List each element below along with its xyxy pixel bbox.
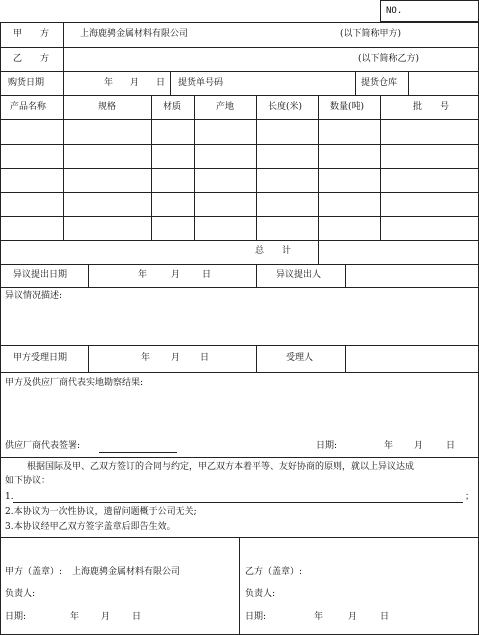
vline: [63, 22, 64, 71]
hline: [0, 240, 479, 241]
party-b-label: 乙 方: [13, 54, 50, 64]
vline: [256, 264, 257, 287]
col-header-material: 材质: [163, 102, 182, 112]
purchase-month: 月: [130, 78, 140, 88]
purchase-year: 年: [104, 78, 114, 88]
col-header-product: 产品名称: [10, 102, 47, 112]
hline: [0, 457, 479, 458]
party-a-seal-company: 上海鹿骋金属材料有限公司: [72, 567, 181, 577]
vline: [345, 345, 346, 372]
objection-month: 月: [171, 270, 181, 280]
vline: [318, 95, 319, 264]
hline: [0, 372, 479, 373]
party-b-year: 年: [314, 612, 324, 622]
acceptance-person-label: 受理人: [286, 353, 314, 363]
agreement-item-1-line[interactable]: [13, 502, 463, 503]
survey-result-input[interactable]: [5, 393, 473, 433]
party-b-month: 月: [348, 612, 358, 622]
hline: [0, 95, 479, 96]
acceptance-day: 日: [200, 353, 210, 363]
vline: [63, 95, 64, 240]
objection-year: 年: [138, 270, 148, 280]
party-a-month: 月: [101, 612, 111, 622]
party-b-date-label: 日期:: [245, 612, 267, 622]
vline: [256, 345, 257, 372]
survey-day: 日: [446, 441, 456, 451]
warehouse-label: 提货仓库: [361, 78, 398, 88]
vline: [380, 95, 381, 240]
hline: [0, 47, 479, 48]
party-a-company: 上海鹿骋金属材料有限公司: [80, 29, 189, 39]
vline: [355, 71, 356, 95]
acceptance-person-input[interactable]: [350, 349, 474, 369]
agreement-item-2: 2.本协议为一次性协议，遗留问题概于公司无关;: [5, 507, 197, 517]
survey-month: 月: [414, 441, 424, 451]
party-a-year: 年: [70, 612, 80, 622]
party-a-day: 日: [132, 612, 142, 622]
hline: [0, 345, 479, 346]
col-header-origin: 产地: [216, 102, 235, 112]
party-a-responsible-label: 负责人:: [5, 589, 36, 599]
purchase-day: 日: [156, 78, 166, 88]
vline: [408, 71, 409, 95]
vline: [63, 71, 64, 95]
party-a-note: (以下简称甲方): [340, 29, 402, 39]
hline: [0, 192, 479, 193]
acceptance-month: 月: [171, 353, 181, 363]
supplier-signature-label: 供应厂商代表签署:: [5, 441, 81, 451]
objection-desc-label: 异议情况描述:: [5, 291, 63, 301]
acceptance-date-label: 甲方受理日期: [13, 353, 68, 363]
supplier-signature-line[interactable]: [99, 452, 177, 453]
col-header-quantity: 数量(吨): [330, 102, 365, 112]
vline: [88, 345, 89, 372]
vline: [256, 95, 257, 240]
party-a-label: 甲 方: [13, 29, 50, 39]
objection-day: 日: [202, 270, 212, 280]
total-label: 总 计: [255, 246, 292, 256]
objection-person-label: 异议提出人: [276, 270, 322, 280]
agreement-item-1-prefix: 1.: [5, 492, 14, 502]
agreement-intro-cont: 如下协议：: [5, 476, 51, 486]
objection-desc-input[interactable]: [5, 305, 473, 341]
objection-person-input[interactable]: [350, 267, 474, 285]
party-b-day: 日: [380, 612, 390, 622]
acceptance-year: 年: [141, 353, 151, 363]
vline: [170, 71, 171, 95]
hline: [0, 119, 479, 120]
party-b-note: (以下简称乙方): [358, 54, 420, 64]
agreement-item-1-end: ；: [465, 492, 475, 502]
no-label: NO.: [386, 6, 403, 16]
vline: [88, 264, 89, 287]
agreement-item-3: 3.本协议经甲乙双方签字盖章后即告生效。: [5, 522, 176, 532]
hline: [0, 144, 479, 145]
vline: [239, 537, 240, 635]
warehouse-input[interactable]: [412, 74, 474, 92]
objection-date-label: 异议提出日期: [13, 270, 68, 280]
purchase-date-label: 购货日期: [8, 78, 45, 88]
col-header-batch: 批 号: [413, 102, 450, 112]
survey-date-label: 日期:: [316, 441, 338, 451]
hline: [0, 287, 479, 288]
order-number-label: 提货单号码: [178, 78, 224, 88]
party-b-seal-label: 乙方（盖章）:: [245, 567, 303, 577]
hline: [0, 216, 479, 217]
hline: [0, 168, 479, 169]
party-a-seal-label: 甲方（盖章）:: [5, 567, 63, 577]
col-header-spec: 规格: [98, 102, 117, 112]
vline: [151, 95, 152, 240]
vline: [194, 95, 195, 240]
col-header-length: 长度(米): [268, 102, 303, 112]
survey-year: 年: [384, 441, 394, 451]
party-a-date-label: 日期:: [5, 612, 27, 622]
survey-title: 甲方及供应厂商代表实地勘察结果:: [5, 378, 144, 388]
agreement-intro: 根据国际及甲、乙双方签订的合同与约定，甲乙双方本着平等、友好协商的原则，就以上异议达成: [27, 462, 415, 472]
hline: [0, 264, 479, 265]
order-number-input[interactable]: [236, 74, 351, 92]
vline: [345, 264, 346, 287]
party-b-responsible-label: 负责人:: [245, 589, 276, 599]
party-b-company-input[interactable]: [70, 50, 340, 68]
